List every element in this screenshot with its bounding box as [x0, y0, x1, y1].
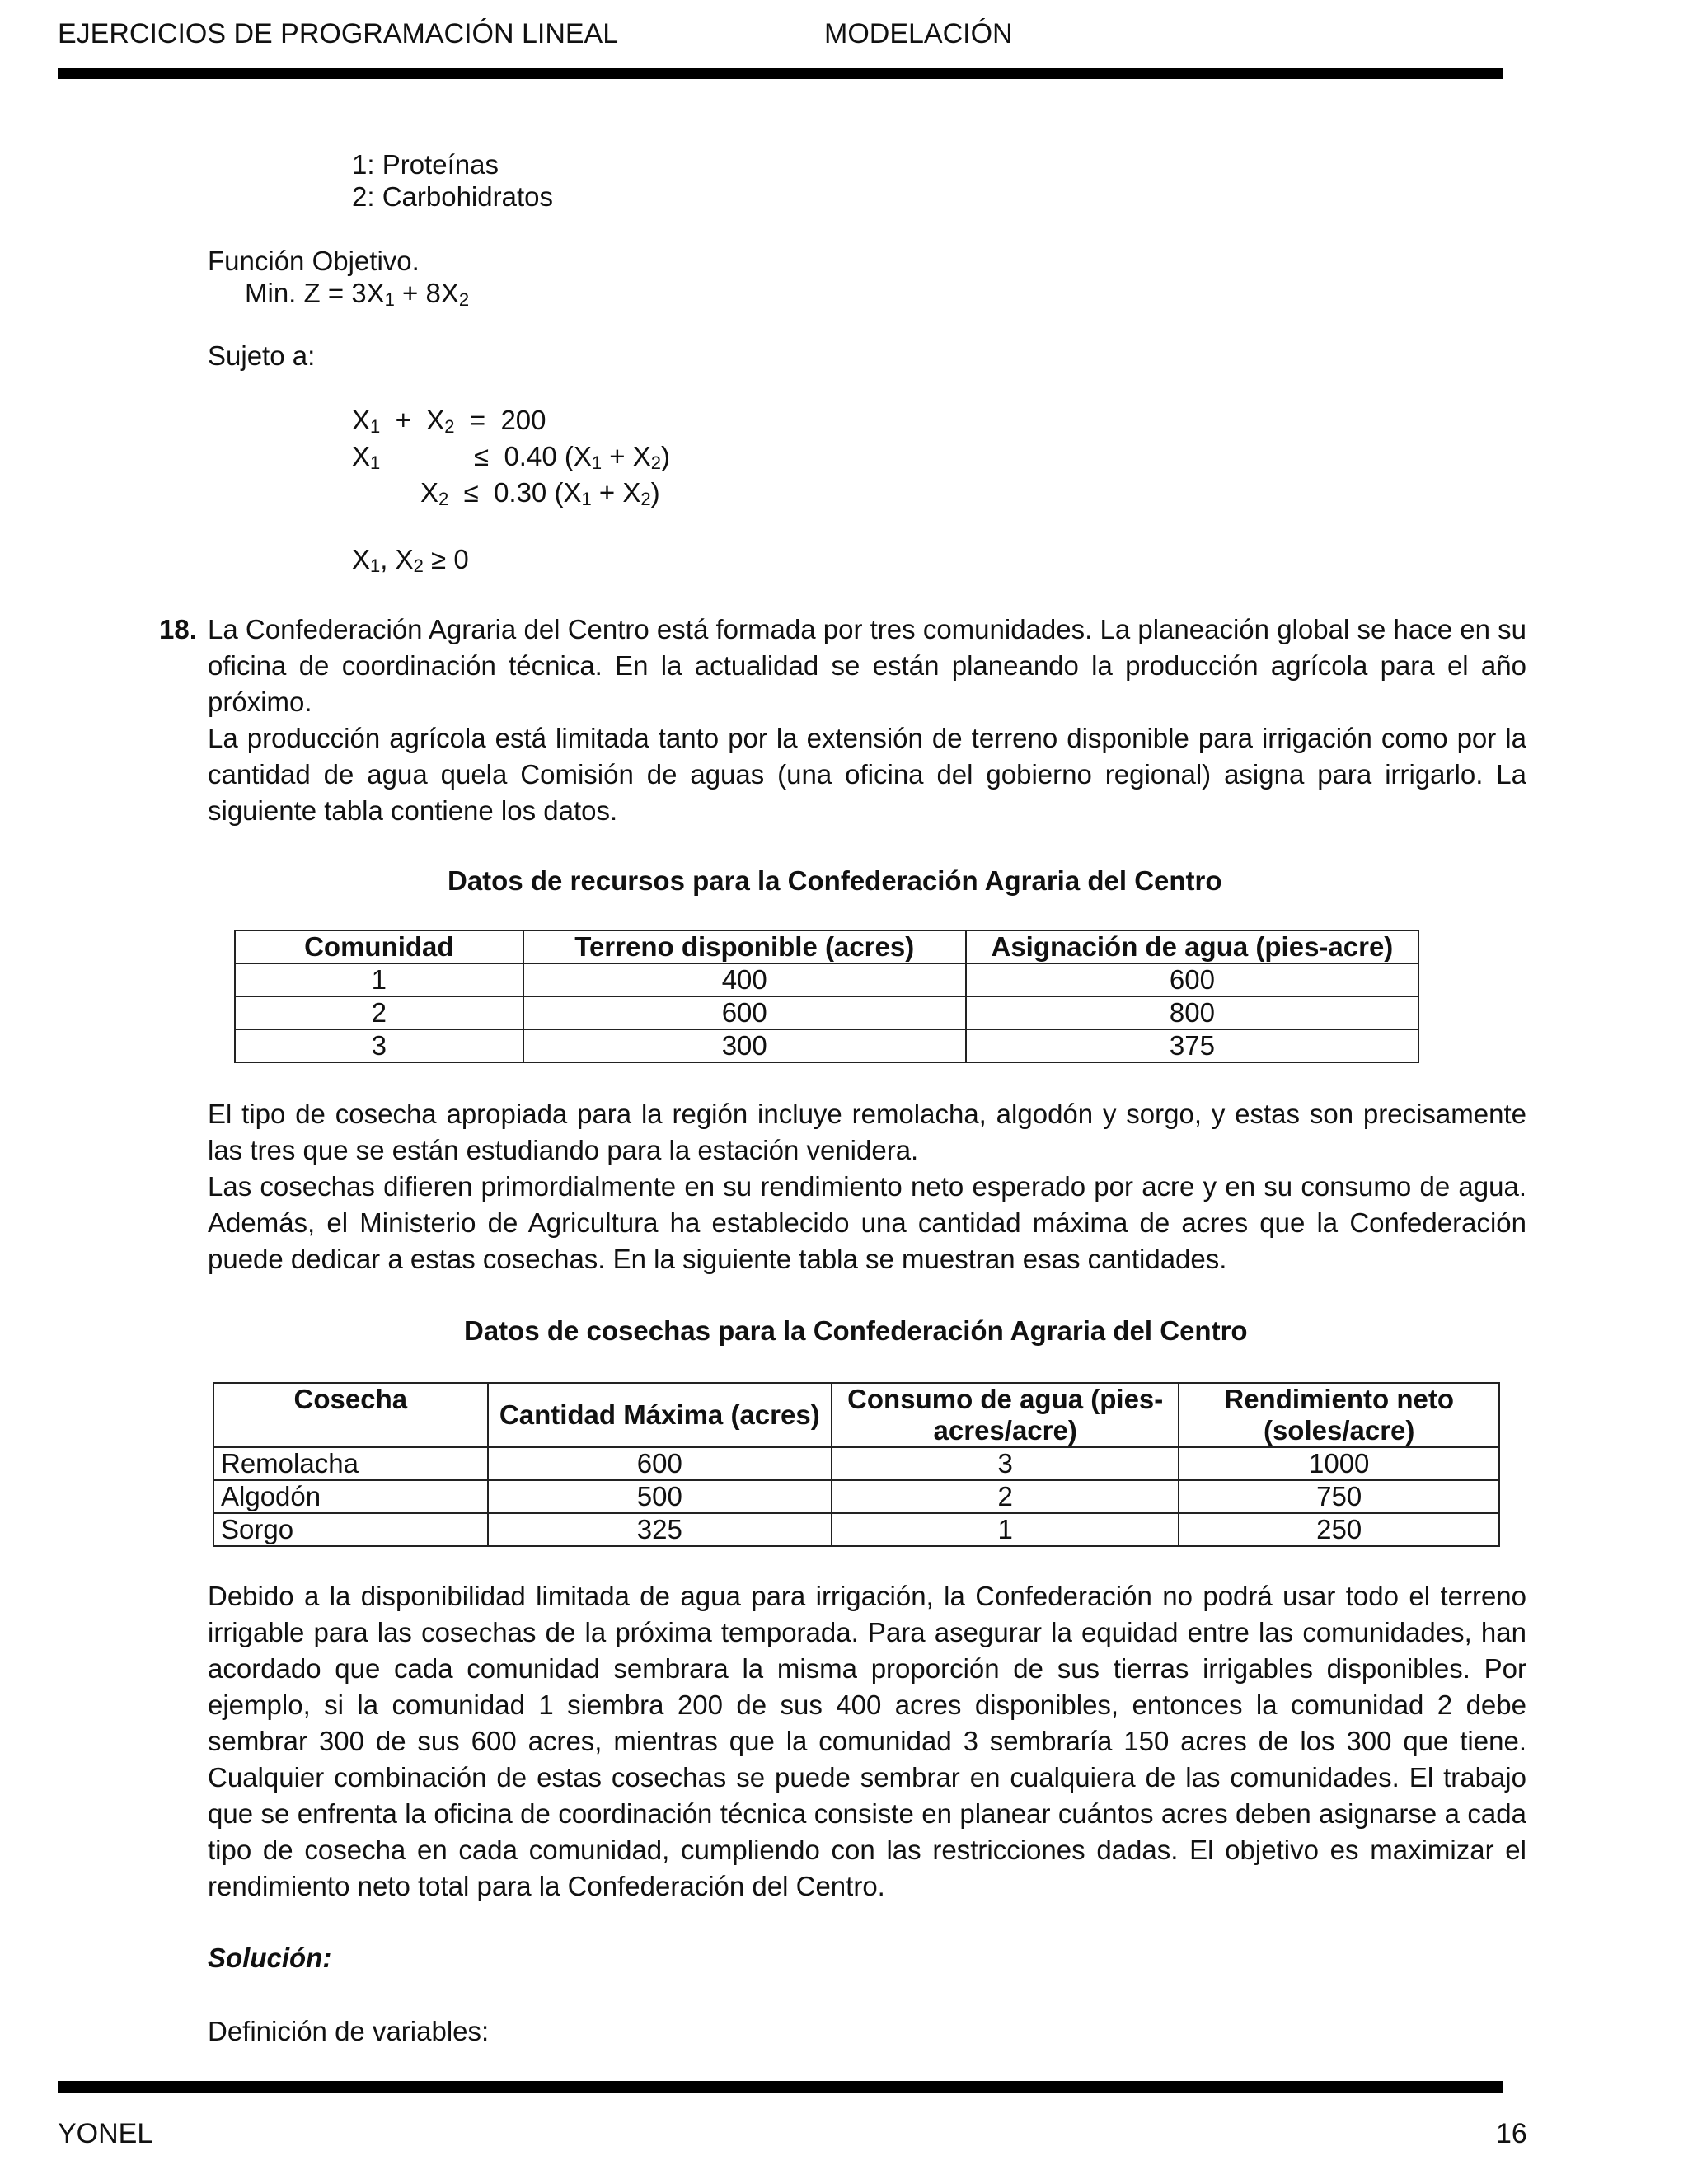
table-cell: 1	[235, 963, 523, 996]
problem-paragraph-2: La producción agrícola está limitada tanto por la extensión de terreno disponible para irrigación como por la cantidad de agua quela Comisión de aguas (una oficina del gobierno regional) asigna para irrigarlo. La siguiente tabla contiene los datos.	[208, 723, 1526, 826]
table-cell: 250	[1179, 1513, 1499, 1546]
table-cell: 300	[523, 1029, 966, 1062]
table-cell: 325	[488, 1513, 832, 1546]
table-cell: Algodón	[213, 1480, 488, 1513]
table-header-cell: Consumo de agua (pies- acres/acre)	[832, 1383, 1179, 1447]
table-header-cell: Terreno disponible (acres)	[523, 930, 966, 963]
problem-paragraph-1: La Confederación Agraria del Centro está formada por tres comunidades. La planeación global se hace en su oficina de coordinación técnica. En la actualidad se están planeando la producción agrícola para el año próximo.	[208, 614, 1526, 717]
table-row	[213, 1447, 1499, 1480]
table-cell: 600	[966, 963, 1418, 996]
table-cell: Remolacha	[213, 1447, 488, 1480]
header-rule	[58, 68, 1503, 79]
table-cell: 400	[523, 963, 966, 996]
problem-number: 18.	[159, 614, 197, 644]
table-cell: 2	[832, 1480, 1179, 1513]
crops-table	[213, 1382, 1500, 1547]
crops-description	[208, 1096, 1526, 1277]
table-cell: 375	[966, 1029, 1418, 1062]
objective-label: Función Objetivo.	[208, 246, 420, 276]
table-cell: 2	[235, 996, 523, 1029]
table-cell: 800	[966, 996, 1418, 1029]
footer-rule	[58, 2081, 1503, 2093]
nonnegativity: $X_1$, $X_2 \ge 0$	[352, 544, 469, 576]
table-row	[235, 996, 1418, 1029]
table-row	[235, 1029, 1418, 1062]
table-cell: 1000	[1179, 1447, 1499, 1480]
page-number: 16	[1496, 2118, 1527, 2149]
table-cell: 600	[523, 996, 966, 1029]
problem-statement	[208, 612, 1526, 829]
constraint-1: $X_1 + X_2 = 200$	[352, 405, 546, 437]
table1-caption: Datos de recursos para la Confederación Agraria del Centro	[448, 865, 1222, 896]
table-cell: 500	[488, 1480, 832, 1513]
resources-table	[234, 930, 1419, 1063]
header-section: MODELACIÓN	[824, 18, 1013, 49]
table-row	[213, 1513, 1499, 1546]
header-title: EJERCICIOS DE PROGRAMACIÓN LINEAL	[58, 18, 619, 49]
crops-paragraph-2: Las cosechas difieren primordialmente en su rendimiento neto esperado por acre y en su consumo de agua. Además, el Ministerio de Agricultura ha establecido una cantidad máxima de acres que la Confederación puede dedicar a estas cosechas. En la siguiente tabla se muestran esas cantidades.	[208, 1171, 1526, 1274]
table-cell: 750	[1179, 1480, 1499, 1513]
footer-author: YONEL	[58, 2118, 153, 2149]
table-cell: 3	[235, 1029, 523, 1062]
table2-caption: Datos de cosechas para la Confederación Agraria del Centro	[464, 1315, 1248, 1346]
constraints-label: Sujeto a:	[208, 340, 316, 371]
table-row	[213, 1480, 1499, 1513]
table-cell: 1	[832, 1513, 1179, 1546]
objective-function: Min. $Z = 3X_1 + 8X_2$	[245, 278, 470, 310]
table-header-cell: Asignación de agua (pies-acre)	[966, 930, 1418, 963]
constraint-3: $X_2 \le 0.30$ $(X_1 + X_2)$	[420, 477, 660, 509]
table-header-row	[213, 1383, 1499, 1447]
constraint-2: $X_1$	[352, 441, 381, 473]
legend-item-2: 2: Carbohidratos	[352, 181, 553, 212]
table-header-row	[235, 930, 1418, 963]
table-cell: 600	[488, 1447, 832, 1480]
final-paragraph	[208, 1578, 1526, 1905]
crops-paragraph-1: El tipo de cosecha apropiada para la región incluye remolacha, algodón y sorgo, y estas son precisamente las tres que se están estudiando para la estación venidera.	[208, 1099, 1526, 1165]
legend-item-1: 1: Proteínas	[352, 149, 499, 180]
constraint-2-rhs: ≤ 0.40 $(X_1 + X_2)$	[474, 441, 670, 473]
final-paragraph-text: Debido a la disponibilidad limitada de agua para irrigación, la Confederación no podrá usar todo el terreno irrigable para las cosechas de la próxima temporada. Para asegurar la equidad entre las comunidades, han acordado que cada comunidad sembrara la misma proporción de sus tierras irrigables disponibles. Por ejemplo, si la comunidad 1 siembra 200 de sus 400 acres disponibles, entonces la comunidad 2 debe sembrar 300 de sus 600 acres, mientras que la comunidad 3 sembraría 150 acres de los 300 que tiene. Cualquier combinación de estas cosechas se puede sembrar en cualquiera de las comunidades. El trabajo que se enfrenta la oficina de coordinación técnica consiste en planear cuántos acres deben asignarse a cada tipo de cosecha en cada comunidad, cumpliendo con las restricciones dadas. El objetivo es maximizar el rendimiento neto total para la Confederación del Centro.	[208, 1581, 1526, 1901]
table-header-cell: Comunidad	[235, 930, 523, 963]
definition-label: Definición de variables:	[208, 2016, 490, 2046]
table-header-cell: Cantidad Máxima (acres)	[488, 1383, 832, 1447]
table-cell: Sorgo	[213, 1513, 488, 1546]
solution-label: Solución:	[208, 1943, 332, 1973]
table-header-cell: Cosecha	[213, 1383, 488, 1447]
table-row	[235, 963, 1418, 996]
table-header-cell: Rendimiento neto (soles/acre)	[1179, 1383, 1499, 1447]
table-cell: 3	[832, 1447, 1179, 1480]
